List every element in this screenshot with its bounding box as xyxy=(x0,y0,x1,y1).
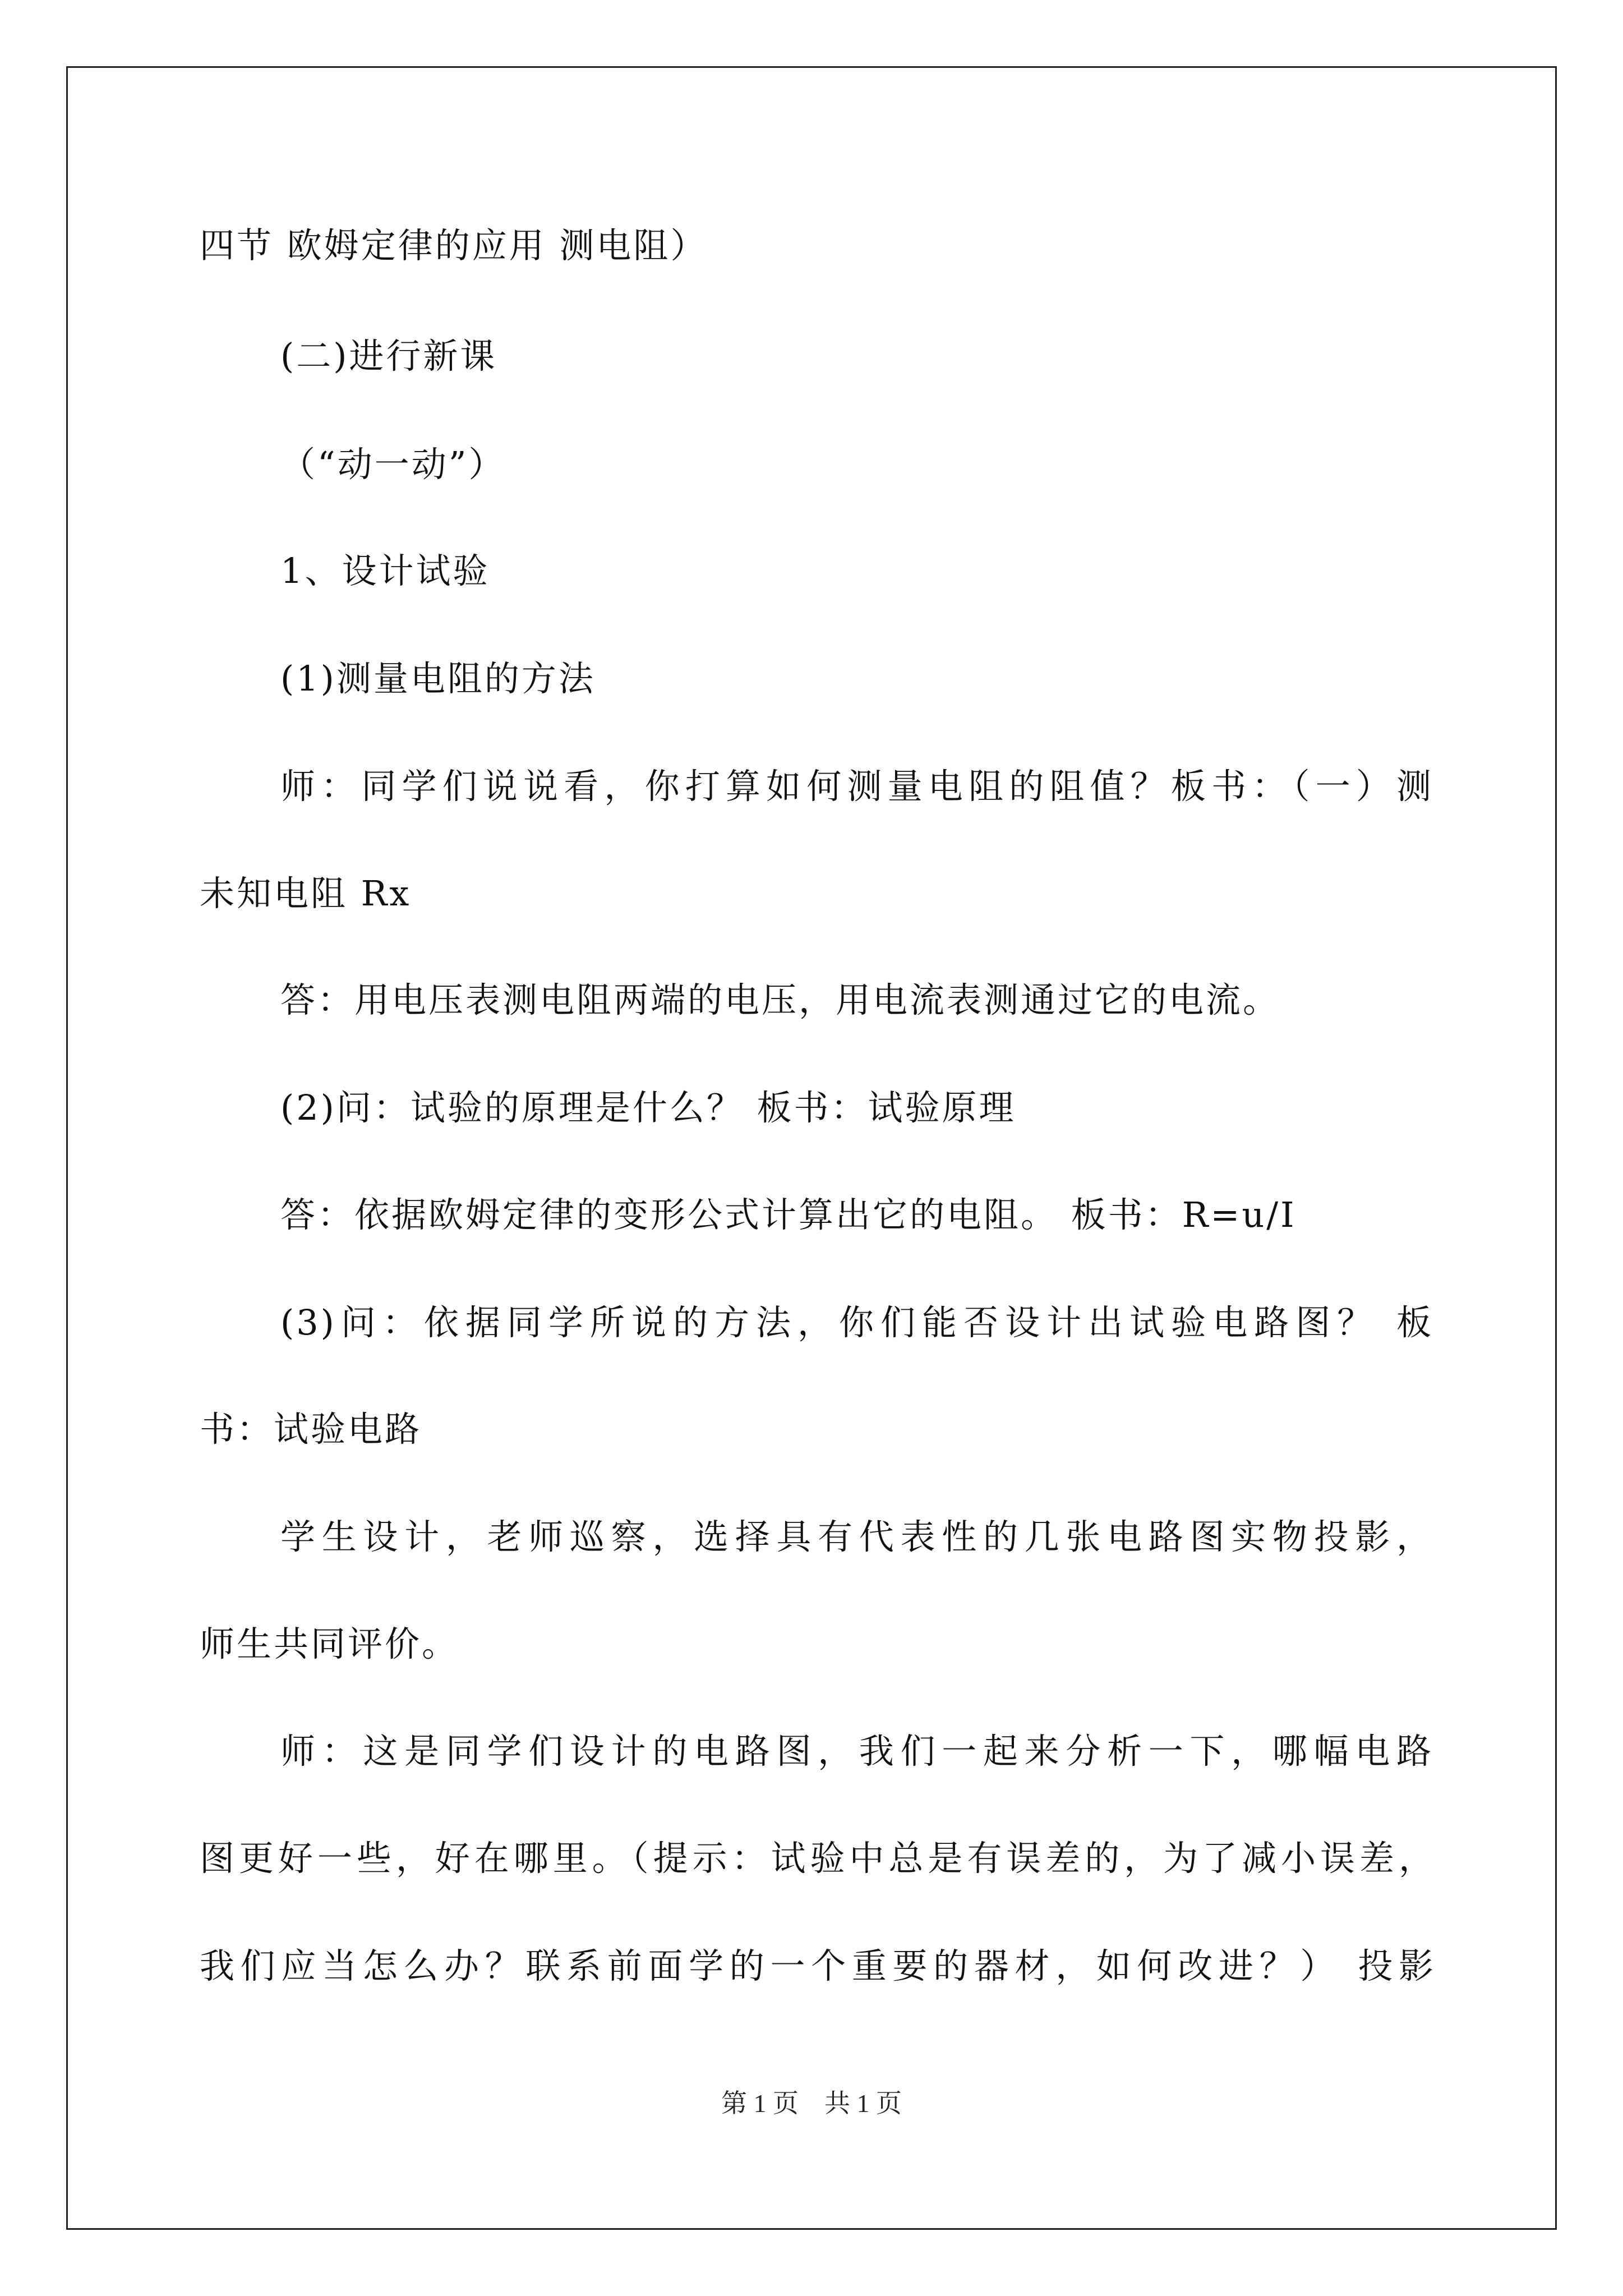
text-line-1: 四节 欧姆定律的应用 测电阻） xyxy=(200,225,708,266)
text-line-6: 师：同学们说说看，你打算如何测量电阻的阻值？板书：（一）测 xyxy=(280,766,1433,807)
text-line-2: (二)进行新课 xyxy=(280,335,497,376)
text-line-16: 图更好一些，好在哪里。（提示：试验中总是有误差的，为了减小误差， xyxy=(200,1838,1433,1879)
text-line-8: 答：用电压表测电阻两端的电压，用电流表测通过它的电流。 xyxy=(280,979,1280,1020)
text-line-10: 答：依据欧姆定律的变形公式计算出它的电阻。 板书：R=u/I xyxy=(280,1194,1297,1235)
text-line-5: (1)测量电阻的方法 xyxy=(280,658,596,699)
text-line-14: 师生共同评价。 xyxy=(200,1623,459,1664)
text-line-4: 1、设计试验 xyxy=(280,550,490,591)
page-border xyxy=(66,66,1557,2230)
text-line-17: 我们应当怎么办？联系前面学的一个重要的器材，如何改进？） 投影 xyxy=(200,1945,1433,1986)
text-line-12: 书：试验电路 xyxy=(200,1409,422,1450)
text-line-9: (2)问：试验的原理是什么？ 板书：试验原理 xyxy=(280,1087,1016,1128)
text-line-11: (3)问：依据同学所说的方法，你们能否设计出试验电路图？ 板 xyxy=(280,1302,1433,1343)
text-line-3: （“动一动”） xyxy=(280,444,506,485)
text-line-15: 师：这是同学们设计的电路图，我们一起来分析一下，哪幅电路 xyxy=(280,1731,1433,1772)
text-line-13: 学生设计，老师巡察，选择具有代表性的几张电路图实物投影， xyxy=(280,1516,1433,1557)
text-line-7: 未知电阻 Rx xyxy=(200,873,412,914)
page-footer: 第 1 页 共 1 页 xyxy=(721,2089,902,2118)
